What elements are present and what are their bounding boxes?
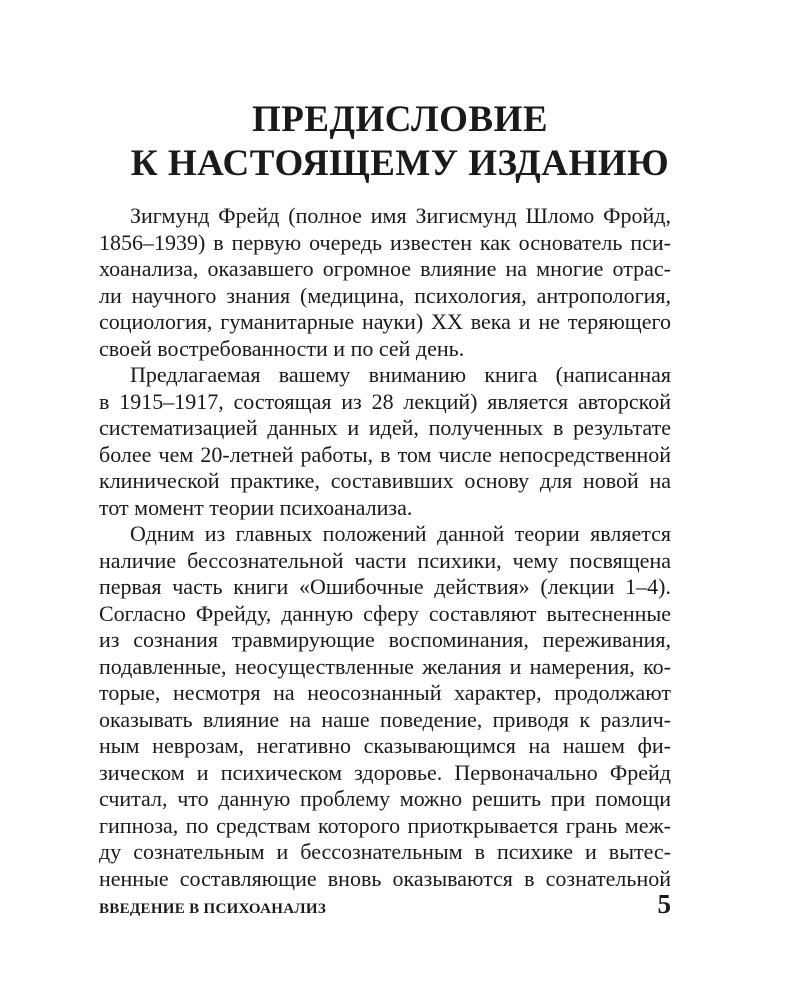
- paragraph-1: [99, 203, 671, 362]
- running-title: ВВЕДЕНИЕ В ПСИХОАНАЛИЗ: [99, 901, 327, 917]
- text-line: подавленные, неосуществленные желания и намерения, ко-: [99, 653, 671, 679]
- paragraph-2: [99, 362, 671, 521]
- text-line: ду сознательным и бессознательным в психике и вытес-: [99, 839, 671, 864]
- text-line: в 1915–1917, состоящая из 28 лекций) является авторской: [99, 388, 671, 414]
- text-line: зическом и психическом здоровье. Первоначально Фрейд: [99, 759, 671, 785]
- text-line: гипноза, по средствам которого приоткрывается грань меж-: [99, 812, 671, 838]
- page-footer: [99, 889, 671, 920]
- text-line: ненные составляющие вновь оказываются в сознательной: [99, 865, 671, 891]
- text-line: считал, что данную проблему можно решить при помощи: [99, 786, 671, 811]
- page-title: [0, 98, 800, 186]
- text-line: оказывать влияние на наше поведение, приводя к различ-: [99, 706, 671, 732]
- text-line: наличие бессознательной части психики, чему посвящена: [99, 547, 671, 573]
- text-line: 1856–1939) в первую очередь известен как основатель пси-: [99, 229, 671, 255]
- text-line: Зигмунд Фрейд (полное имя Зигисмунд Шломо Фройд,: [130, 203, 671, 228]
- text-line: ли научного знания (медицина, психология, антропология,: [99, 282, 671, 308]
- text-line: первая часть книги «Ошибочные действия» (лекции 1–4).: [99, 574, 671, 599]
- text-line: Согласно Фрейду, данную сферу составляют вытесненные: [99, 600, 671, 626]
- text-line: хоанализа, оказавшего огромное влияние на многие отрас-: [99, 256, 671, 281]
- text-line: социология, гуманитарные науки) XX века и не теряющего: [99, 309, 671, 334]
- text-line: клинической практике, составивших основу для новой на: [99, 468, 671, 493]
- title-line-1: ПРЕДИСЛОВИЕ: [251, 99, 549, 140]
- text-line: Одним из главных положений данной теории является: [130, 521, 671, 546]
- text-line: более чем 20-летней работы, в том числе непосредственной: [99, 441, 671, 467]
- title-line-2: К НАСТОЯЩЕМУ ИЗДАНИЮ: [130, 143, 670, 184]
- body-text: [99, 203, 671, 892]
- text-line: своей востребованности и по сей день.: [99, 335, 465, 361]
- text-line: из сознания травмирующие воспоминания, переживания,: [99, 627, 671, 652]
- text-line: систематизацией данных и идей, полученных в результате: [99, 415, 671, 440]
- text-line: ным неврозам, негативно сказывающимся на нашем фи-: [99, 733, 671, 758]
- page-number: 5: [657, 889, 671, 919]
- paragraph-3: [99, 521, 671, 892]
- text-line: Предлагаемая вашему вниманию книга (написанная: [130, 362, 671, 387]
- text-line: торые, несмотря на неосознанный характер, продолжают: [99, 680, 671, 705]
- text-line: тот момент теории психоанализа.: [99, 494, 413, 520]
